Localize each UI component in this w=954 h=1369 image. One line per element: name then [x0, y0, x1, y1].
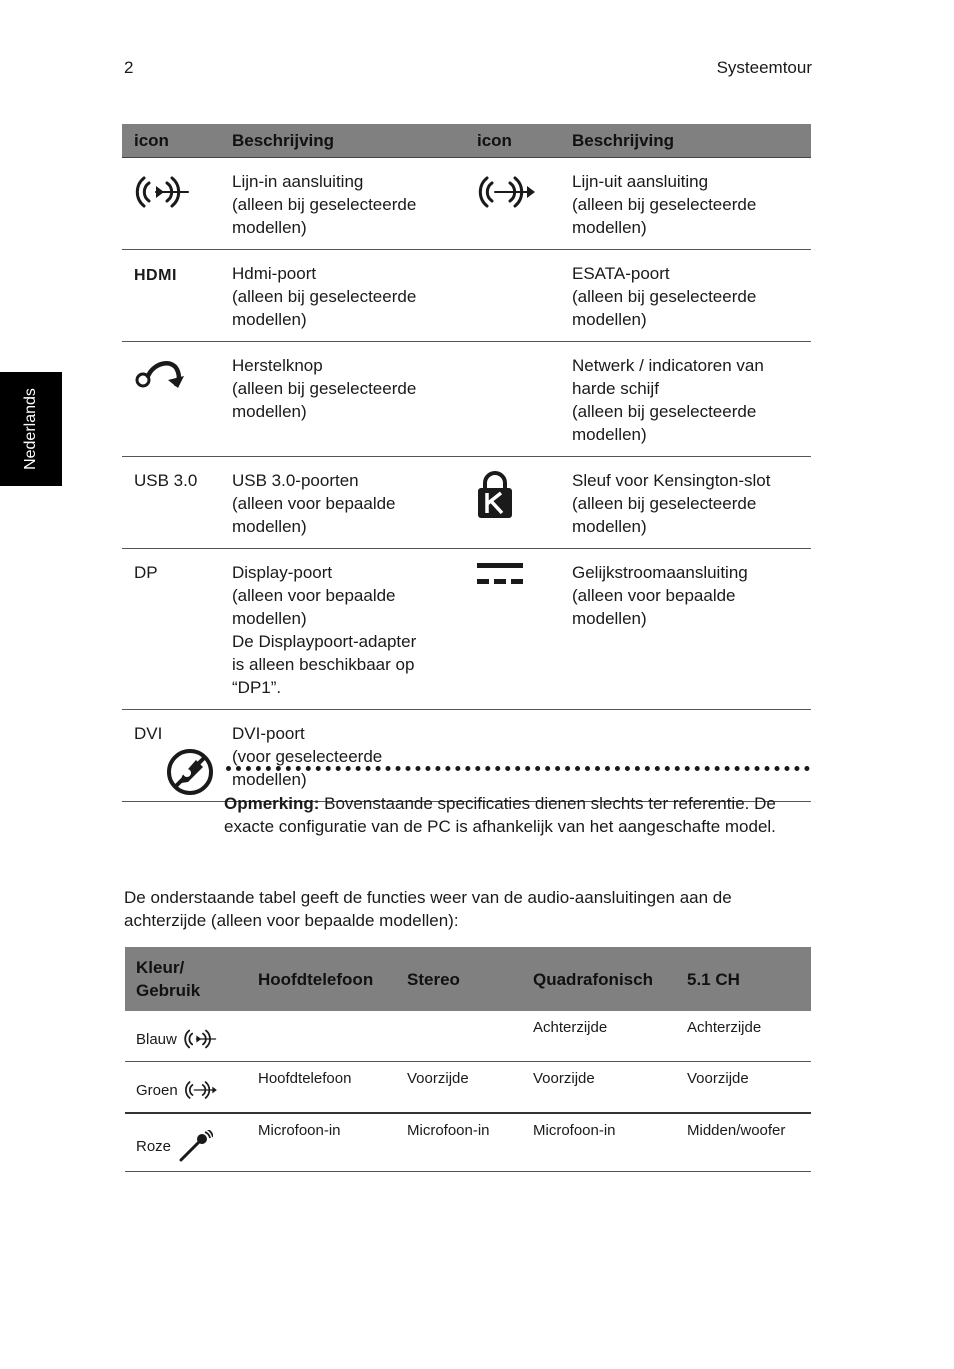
note-body: Bovenstaande specificaties dienen slechts ter referentie. De exacte configuratie van de PC is afhankelijk van het aangeschafte model. [224, 794, 776, 836]
color-cell [125, 1113, 247, 1172]
usb3-description: USB 3.0-poorten (alleen voor bepaalde modellen) [220, 457, 465, 549]
language-side-tab [0, 372, 62, 486]
kensington-lock-icon [465, 457, 560, 549]
header-5-1-ch: 5.1 CH [676, 947, 811, 1011]
table-row [125, 1113, 811, 1172]
kensington-description: Sleuf voor Kensington-slot (alleen bij geselecteerde modellen) [560, 457, 811, 549]
header-headphone: Hoofdtelefoon [247, 947, 396, 1011]
dc-power-description: Gelijkstroomaansluiting (alleen voor bepaalde modellen) [560, 549, 811, 710]
color-name: Blauw [136, 1030, 177, 1048]
quadraphonic-cell: Achterzijde [522, 1011, 676, 1062]
five-one-cell: Midden/woofer [676, 1113, 811, 1172]
line-out-description: Lijn-uit aansluiting (alleen bij geselecteerde modellen) [560, 158, 811, 250]
table-row [122, 250, 811, 342]
network-hdd-icon-cell [465, 342, 560, 457]
header-color-usage: Kleur/ Gebruik [125, 947, 247, 1011]
color-cell [125, 1011, 247, 1062]
page-number: 2 [124, 58, 134, 77]
table-row [122, 710, 811, 802]
headphone-cell [247, 1011, 396, 1062]
recovery-description: Herstelknop (alleen bij geselecteerde modellen) [220, 342, 465, 457]
dvi-description: DVI-poort (voor geselecteerde modellen) [220, 710, 465, 802]
header-description-left: Beschrijving [220, 124, 465, 158]
stereo-cell [396, 1011, 522, 1062]
color-cell [125, 1062, 247, 1114]
table-row [122, 158, 811, 250]
audio-table-header [125, 947, 811, 1011]
note-text [224, 792, 784, 838]
quadraphonic-cell: Voorzijde [522, 1062, 676, 1114]
stereo-cell: Microfoon-in [396, 1113, 522, 1172]
hdmi-description: Hdmi-poort (alleen bij geselecteerde modellen) [220, 250, 465, 342]
audio-jacks-table [125, 947, 811, 1172]
headphone-cell: Microfoon-in [247, 1113, 396, 1172]
empty-description [560, 710, 811, 802]
five-one-cell: Voorzijde [676, 1062, 811, 1114]
line-in-description: Lijn-in aansluiting (alleen bij geselecteerde modellen) [220, 158, 465, 250]
section-title: Systeemtour [716, 58, 812, 77]
displayport-description: Display-poort (alleen voor bepaalde modellen) De Displaypoort-adapter is alleen beschikbaar op “DP1”. [220, 549, 465, 710]
headphone-cell: Hoofdtelefoon [247, 1062, 396, 1114]
hdmi-logo-text: HDMI [134, 267, 177, 284]
ports-table-header [122, 124, 811, 158]
side-tab-label: Nederlands [22, 388, 40, 470]
audio-intro-paragraph: De onderstaande tabel geeft de functies weer van de audio-aansluitingen aan de achterzijde (alleen voor bepaalde modellen): [124, 888, 732, 930]
table-row [122, 342, 811, 457]
usb3-label: USB 3.0 [122, 457, 220, 549]
header-description-right: Beschrijving [560, 124, 811, 158]
table-row [122, 457, 811, 549]
esata-icon-cell [465, 250, 560, 342]
line-in-icon [122, 158, 220, 250]
line-out-icon [184, 1078, 218, 1102]
empty-icon-cell [465, 710, 560, 802]
network-hdd-description: Netwerk / indicatoren van harde schijf (alleen bij geselecteerde modellen) [560, 342, 811, 457]
note-divider [226, 766, 810, 771]
recovery-icon [122, 342, 220, 457]
dvi-label: DVI [122, 710, 220, 802]
table-row [125, 1011, 811, 1062]
note-label: Opmerking: [224, 794, 320, 813]
dc-power-icon [465, 549, 560, 710]
five-one-cell: Achterzijde [676, 1011, 811, 1062]
microphone-icon [177, 1130, 213, 1162]
esata-description: ESATA-poort (alleen bij geselecteerde modellen) [560, 250, 811, 342]
dp-label: DP [122, 549, 220, 710]
header-stereo: Stereo [396, 947, 522, 1011]
line-in-icon [183, 1027, 217, 1051]
quadraphonic-cell: Microfoon-in [522, 1113, 676, 1172]
color-name: Roze [136, 1137, 172, 1155]
header-icon-right: icon [465, 124, 560, 158]
header-icon-left: icon [122, 124, 220, 158]
hdmi-logo [122, 250, 220, 342]
note-icon [166, 748, 214, 801]
header-quadraphonic: Quadrafonisch [522, 947, 676, 1011]
line-out-icon [465, 158, 560, 250]
table-row [122, 549, 811, 710]
ports-table [122, 124, 811, 802]
table-row [125, 1062, 811, 1114]
color-name: Groen [136, 1081, 178, 1099]
stereo-cell: Voorzijde [396, 1062, 522, 1114]
